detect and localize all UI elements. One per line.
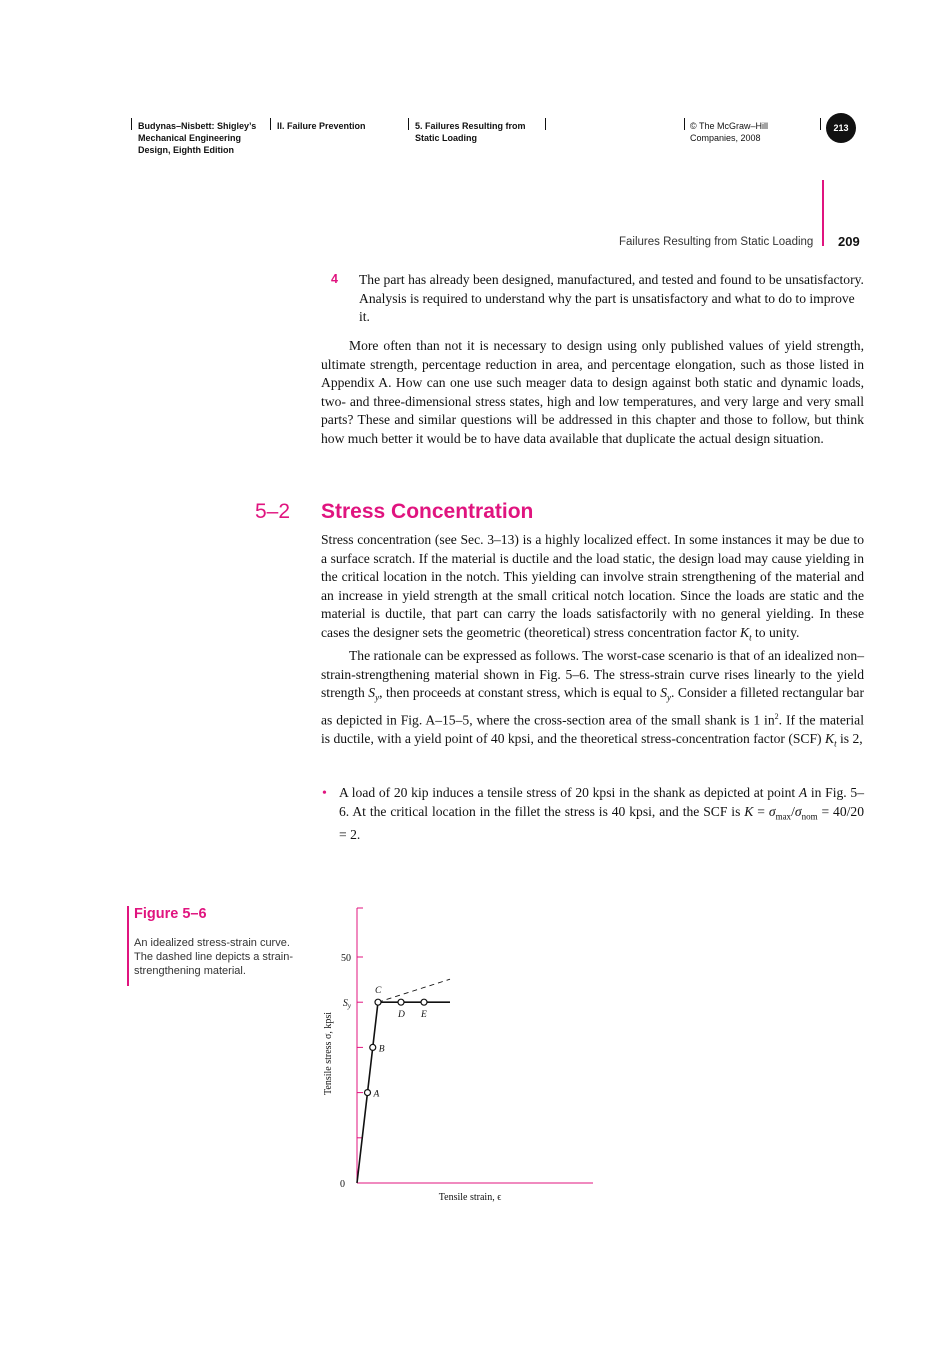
list-item-text: The part has already been designed, manufactured, and tested and found to be unsatisfactory. Analysis is required to understand why the part is unsatisfactory and what to do to improve it. bbox=[359, 272, 864, 325]
y-tick-label-sy: $S_y$ bbox=[342, 998, 351, 1011]
point-label-A: A bbox=[373, 1089, 380, 1100]
stress-strain-chart bbox=[300, 900, 610, 1210]
intro-paragraph: More often than not it is necessary to design using only published values of yield strength, ultimate strength, percentage reduction in area, and percentage elongation, such as those listed in Appendix A. How can one use such meager data to design against both static and dynamic loads, two- and three-dimensional stress states, high and low temperatures, and very large and very small parts? These and similar questions will be addressed in this chapter and those to follow, but think how much better it would be to have data available that duplicate the actual design situation. bbox=[321, 338, 864, 446]
header-rule-5 bbox=[684, 118, 685, 130]
figure-caption: An idealized stress-strain curve. The dashed line depicts a strain-strengthening material. bbox=[134, 937, 293, 977]
header-part: II. Failure Prevention bbox=[277, 121, 366, 131]
x-axis-label: Tensile strain, ϵ bbox=[438, 1192, 502, 1203]
figure-title: Figure 5–6 bbox=[134, 906, 207, 922]
running-head: Failures Resulting from Static Loading bbox=[619, 236, 814, 248]
section-paragraph-1: Stress concentration (see Sec. 3–13) is a highly localized effect. In some instances it may be due to a surface scratch. If the material is ductile and the load static, the design load may cause yielding in the critical location in the notch. This yielding can involve strain strengthening of the material and an increase in yield strength at the small critical notch location. Since the loads are static and the material is ductile, that part can carry the loads satisfactorily with no general yielding. In these cases the designer sets the geometric (theoretical) stress concentration factor $K_t$ to unity. bbox=[321, 532, 864, 643]
section-title: Stress Concentration bbox=[321, 500, 534, 523]
bullet-text: A load of 20 kip induces a tensile stress of 20 kpsi in the shank as depicted at point A in Fig. 5–6. At the critical location in the fillet the stress is 40 kpsi, and the SCF is $K = \sigma_{max}/\sigma_{nom} = 40/20 = 2$. bbox=[339, 785, 865, 842]
point-label-C: C bbox=[375, 986, 382, 997]
header-rule-2 bbox=[270, 118, 271, 130]
header-chapter: 5. Failures Resulting from Static Loading bbox=[415, 121, 526, 143]
section-number: 5–2 bbox=[255, 500, 291, 523]
header-rule-6 bbox=[820, 118, 821, 130]
point-label-B: B bbox=[378, 1044, 385, 1055]
figure-caption-bar bbox=[127, 906, 129, 986]
header-copyright: © The McGraw–Hill Companies, 2008 bbox=[690, 121, 768, 143]
point-marker-A bbox=[365, 1090, 371, 1096]
header-rule-3 bbox=[408, 118, 409, 130]
point-marker-E bbox=[421, 999, 427, 1005]
section-paragraph-2: The rationale can be expressed as follows. The worst-case scenario is that of an idealized non–strain-strengthening material shown in Fig. 5–6. The stress-strain curve rises linearly to the yield strength $S_y$, then proceeds at constant stress, which is equal to $S_y$. Consider a filleted rectangular bar as depicted in Fig. A–15–5, where the cross-section area of the small shank is 1 $in^2$. If the material is ductile, with a yield point of 40 kpsi, and the theoretical stress-concentration factor (SCF) $K_t$ is 2, bbox=[321, 648, 864, 749]
list-item-number: 4 bbox=[331, 272, 338, 286]
y-tick-label-50: 50 bbox=[341, 953, 351, 964]
y-tick-label-sy-subscript: y bbox=[347, 1002, 351, 1011]
point-label-E: E bbox=[421, 1010, 427, 1021]
header-rule-4 bbox=[545, 118, 546, 130]
bullet-marker: • bbox=[322, 786, 327, 801]
header-page-badge: 213 bbox=[826, 113, 856, 143]
page-number: 209 bbox=[838, 234, 860, 249]
section-body bbox=[321, 531, 864, 753]
point-marker-D bbox=[398, 999, 404, 1005]
header-book-title: Budynas–Nisbett: Shigley’s Mechanical Engineering Design, Eighth Edition bbox=[138, 121, 257, 155]
point-label-D: D bbox=[398, 1010, 405, 1021]
y-tick-label-0: 0 bbox=[340, 1179, 345, 1190]
running-head-bar bbox=[822, 180, 824, 246]
y-axis-label: Tensile stress σ, kpsi bbox=[323, 1011, 334, 1096]
point-marker-B bbox=[370, 1044, 376, 1050]
point-marker-C bbox=[375, 999, 381, 1005]
header-rule-1 bbox=[131, 118, 132, 130]
strain-strengthening-dashed-line bbox=[378, 979, 450, 1002]
